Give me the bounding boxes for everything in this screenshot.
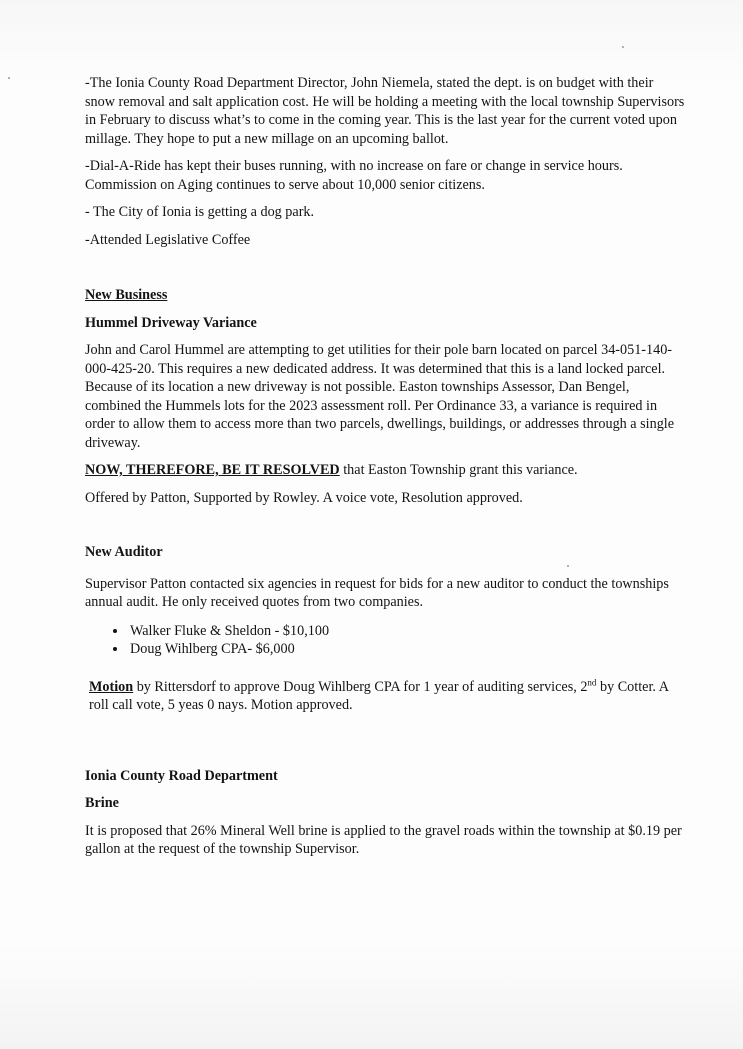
brine-body: It is proposed that 26% Mineral Well brine is applied to the gravel roads within the township at $0.19 per gallon at the request of the township Supervisor.	[85, 822, 682, 857]
resolved-label: NOW, THEREFORE, BE IT RESOLVED	[85, 462, 340, 478]
update-dog-park: - The City of Ionia is getting a dog park.	[85, 204, 315, 220]
auditor-body: Supervisor Patton contacted six agencies in request for bids for a new auditor to conduct the townships annual audit. He only received quotes from two companies.	[85, 575, 669, 610]
hummel-body: John and Carol Hummel are attempting to get utilities for their pole barn located on parcel 34-051-140-000-425-20. This requires a new dedicated address. It was determined that this is a land locked parcel. Because of its location a new driveway is not possible. Easton townships Assessor, Dan Bengel, combined the Hummels lots for the 2023 assessment roll. Per Ordinance 33, a variance is required in order to allow them to access more than two parcels, dwellings, buildings, or addresses through a single driveway.	[85, 342, 675, 451]
subheading-hummel-variance: Hummel Driveway Variance	[85, 314, 257, 331]
motion-ordinal-suffix: nd	[587, 676, 597, 687]
update-road-director: -The Ionia County Road Department Director, John Niemela, stated the dept. is on budget with their snow removal and salt application cost. He will be holding a meeting with the local township Supervisors in February to discuss what’s to come in the coming year. This is the last year for the current voted upon millage. They hope to put a new millage on an upcoming ballot.	[85, 75, 685, 147]
subheading-brine: Brine	[85, 795, 119, 811]
subheading-new-auditor: New Auditor	[85, 544, 163, 560]
list-item: • Doug Wihlberg CPA- $6,000	[128, 640, 685, 659]
resolved-text: that Easton Township grant this variance.	[339, 462, 578, 478]
auditor-motion	[85, 678, 685, 715]
auditor-quotes-list	[85, 622, 685, 659]
section-heading-new-business: New Business	[85, 287, 168, 303]
update-legislative-coffee: -Attended Legislative Coffee	[85, 231, 251, 248]
hummel-vote: Offered by Patton, Supported by Rowley. A voice vote, Resolution approved.	[85, 489, 523, 506]
update-dial-a-ride: -Dial-A-Ride has kept their buses running, with no increase on fare or change in service hours. Commission on Aging continues to serve about 10,000 senior citizens.	[85, 158, 623, 193]
motion-label: Motion	[89, 678, 134, 695]
scan-speck	[622, 46, 624, 48]
motion-text-end: by Cotter. A roll call vote, 5 yeas 0 nays. Motion approved.	[89, 678, 669, 713]
document-body	[85, 74, 685, 859]
scan-speck	[8, 77, 10, 79]
list-item: • Walker Fluke & Sheldon - $10,100	[128, 622, 685, 641]
motion-text: by Rittersdorf to approve Doug Wihlberg CPA for 1 year of auditing services, 2	[133, 678, 588, 695]
hummel-resolution	[85, 461, 685, 480]
section-heading-road-department: Ionia County Road Department	[85, 767, 278, 784]
